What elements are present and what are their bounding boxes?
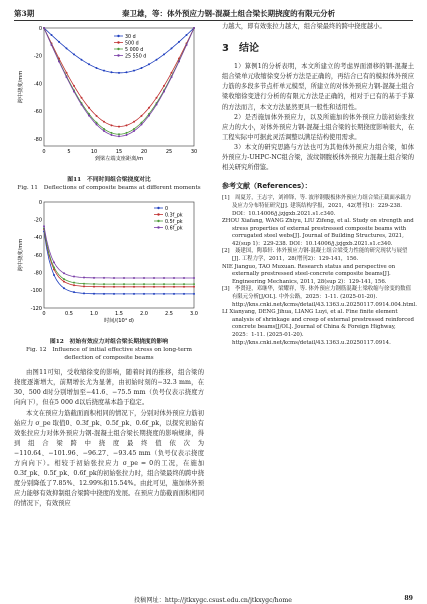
fig12-data-point (103, 293, 105, 295)
fig11-data-point (163, 53, 165, 55)
fig12-data-point (123, 277, 125, 279)
fig12-data-point (173, 277, 175, 279)
fig11-data-point (141, 67, 143, 69)
fig11-xtick-label: 30 (190, 149, 198, 155)
fig12-legend-marker (157, 226, 159, 228)
fig11-data-point (118, 135, 120, 137)
fig11-ytick-label: 0 (38, 25, 42, 32)
fig11-xtick-label: 15 (115, 149, 123, 155)
fig11-data-point (51, 44, 53, 46)
fig12-data-point (63, 278, 65, 280)
fig12-data-point (143, 283, 145, 285)
fig11-data-point (133, 128, 135, 130)
reference-1 (222, 195, 414, 248)
fig12-data-point (163, 286, 165, 288)
fig12-data-point (123, 286, 125, 288)
fig11-ytick-label: -40 (33, 81, 42, 88)
conclusion-1: 1）算例1的分析表明，本文所建立的考虑界面滑移的钢-混凝土组合梁单元收缩徐变分析方法是正确的，再结合已有的模拟体外预应力筋的多段多节点杆单元模型，所建立的对体外预应力钢-混凝土组合梁收缩徐变进行分析的有限元方法是正确的，相对于已有的基于手算的方法而言，本文方法显然更具一般性和适用性。 (222, 63, 414, 111)
fig11-data-point (141, 123, 143, 125)
fig12-xtick-label: 2.0 (140, 311, 148, 318)
fig11-data-point (171, 72, 173, 74)
fig12-legend-marker (157, 207, 159, 209)
fig12-legend-marker (157, 220, 159, 222)
fig12-ytick-label: -40 (33, 235, 42, 242)
fig12-x-axis-label: 时间/(10⁴ d) (104, 318, 134, 325)
fig12-data-point (63, 281, 65, 283)
reference-1-cn: [1] 周夏芳，王志宇，刘禅锋，等. 波形钢腹板体外预应力组合梁正截面承载力及应力分布特征研究[J]. 建筑结构学报，2021，42(增刊1)：229-238. DOI：10.14006/j.jzjgxb.2021.s1.c340. (222, 195, 411, 217)
fig12-data-point (123, 283, 125, 285)
fig11-data-point (126, 124, 128, 126)
fig12-series-line (44, 231, 194, 294)
conclusion-2: 2）是否施加体外预应力，以及所施加的体外预应力筋初始张拉应力的大小，对体外预应力钢-混凝土组合梁的长期挠度影响很大，在工程实际中可据此灵活调整以满足结构使用需求。 (222, 113, 414, 141)
fig11-data-point (156, 97, 158, 99)
fig12-data-point (53, 274, 55, 276)
fig11-x-axis-label: 到梁左端支座距离/m (94, 156, 144, 162)
fig12-data-point (113, 293, 115, 295)
fig11-ytick-label: -80 (33, 136, 42, 143)
fig11-ytick-label: -60 (33, 109, 42, 116)
fig11-data-point (171, 76, 173, 78)
reference-2-en: NIE Jianguo, TAO Muxuan. Research status and perspective on externally prestressed steel-concrete composite beams[J]. Engineering Mechanics, 2011, 28(sup 2)：129-141, 156. (222, 263, 396, 285)
fig12-y-axis-label: 跨中挠度/mm (18, 238, 24, 272)
fig12-data-point (123, 293, 125, 295)
fig11-data-point (66, 47, 68, 49)
fig11-xtick-label: 10 (90, 149, 98, 155)
fig11-legend-marker (117, 35, 119, 37)
fig11-data-point (118, 126, 120, 128)
reference-3-en: LI Xianyang, DENG Jihua, LIANG Luyi, et al. Fine finite element analysis of shrinkage and creep of external prestressed reinforced concrete beams[J/OL]. Journal of China & Foreign Highway, 2025：1-11. (2025-01-20). http://kns.cnki.net/kcms/detail/43.1363.u.20250117.0914. (222, 309, 414, 346)
fig12-data-point (93, 283, 95, 285)
paragraph-continued: 力越大，即有效张拉力越大，组合梁最终的跨中挠度越小。 (222, 23, 386, 30)
fig11-data-point (163, 91, 165, 93)
figure-12-caption-en-1: Fig. 12 Influence of initial effective stress on long-term (25, 347, 193, 354)
fig12-data-point (183, 293, 185, 295)
fig11-legend-marker (117, 48, 119, 50)
fig11-series-line (44, 28, 194, 134)
figure-12-chart (14, 196, 204, 334)
fig12-data-point (133, 277, 135, 279)
issue-label: 第3期 (14, 9, 35, 18)
fig12-data-point (193, 283, 195, 285)
fig12-data-point (183, 286, 185, 288)
fig12-xtick-label: 1.5 (115, 311, 123, 318)
fig12-data-point (133, 293, 135, 295)
paragraph-fig12-discussion: 本文在预应力筋截面面积相同的情况下，分别对体外预应力筋初始应力 σ_pe 取值0、0.3f_pk、0.5f_pk、0.6f_pk，以探究初始有效张拉应力对体外预应力钢-混凝土组合梁长期挠度的影响规律，得到组合梁跨中挠度最终值依次为−110.64、−101.96、−96.27、−93.45 mm（负号仅表示挠度方向向下）。相较于初始张拉应力 σ_pe = 0的工况，在施加0.3f_pk、0.5f_pk、0.6f_pk的初始张拉力时，组合梁最终的跨中挠度分别降低了7.85%、12.99%和15.54%。由此可见，施加体外预应力能够有效抑制组合梁跨中挠度的发展。在预应力筋截面面积相同的情况下，有效预应 (14, 409, 204, 508)
fig11-data-point (103, 70, 105, 72)
fig12-data-point (143, 286, 145, 288)
fig12-xtick-label: 1.0 (90, 311, 98, 318)
fig11-y-axis-label: 跨中挠度/mm (18, 70, 24, 104)
fig12-xtick-label: 0.5 (65, 311, 73, 318)
fig12-data-point (153, 286, 155, 288)
figure-12-caption-cn: 图12 初始有效应力对组合梁长期挠度的影响 (49, 339, 169, 346)
fig12-data-point (83, 292, 85, 294)
fig12-ytick-label: -120 (30, 305, 42, 312)
fig12-ytick-label: -60 (33, 252, 42, 259)
fig11-data-point (103, 121, 105, 123)
fig11-data-point (73, 85, 75, 87)
fig12-data-point (83, 283, 85, 285)
fig11-data-point (88, 63, 90, 65)
fig12-xtick-label: 0 (42, 311, 46, 318)
fig11-data-point (103, 130, 105, 132)
fig12-data-point (73, 282, 75, 284)
fig11-legend-label: 5 000 d (125, 47, 144, 53)
fig12-data-point (43, 225, 45, 227)
fig11-plot-frame (44, 28, 194, 146)
fig11-data-point (103, 128, 105, 130)
reference-2 (222, 248, 414, 286)
fig12-data-point (73, 284, 75, 286)
running-title: 秦卫雄，等：体外预应力钢-混凝土组合梁长期挠度的有限元分析 (122, 9, 336, 18)
section-heading-conclusion: 3 结论 (222, 43, 259, 55)
fig12-data-point (73, 291, 75, 293)
fig12-data-point (93, 286, 95, 288)
fig11-xtick-label: 5 (67, 149, 71, 155)
figure-11-chart (14, 22, 204, 172)
fig12-data-point (193, 293, 195, 295)
fig11-data-point (88, 115, 90, 117)
fig12-xtick-label: 2.5 (165, 311, 173, 318)
fig11-data-point (43, 27, 45, 29)
fig11-data-point (118, 72, 120, 74)
fig11-data-point (111, 132, 113, 134)
fig12-data-point (63, 287, 65, 289)
fig11-data-point (148, 63, 150, 65)
fig11-data-point (73, 91, 75, 93)
fig11-series-line (44, 28, 194, 73)
fig12-data-point (113, 277, 115, 279)
left-column (14, 22, 204, 510)
fig11-data-point (186, 44, 188, 46)
fig11-data-point (126, 134, 128, 136)
fig11-legend-label: 500 d (125, 41, 139, 47)
figure-11-caption-cn: 图11 不同时间组合梁挠度对比 (67, 177, 151, 184)
fig11-data-point (178, 60, 180, 62)
fig12-data-point (93, 277, 95, 279)
fig12-legend-label: 0 (165, 206, 169, 212)
fig11-data-point (186, 34, 188, 36)
fig11-data-point (96, 123, 98, 125)
fig12-data-point (183, 283, 185, 285)
fig12-ytick-label: -20 (33, 217, 42, 224)
fig11-xtick-label: 0 (42, 149, 46, 155)
fig12-data-point (173, 283, 175, 285)
reference-3 (222, 286, 417, 347)
fig11-data-point (96, 115, 98, 117)
fig12-data-point (113, 283, 115, 285)
fig11-data-point (178, 41, 180, 43)
conclusion-3: 3）本文的研究思路与方法也可为其他体外预应力组合梁，如体外预应力-UHPC-NC组合梁，波纹钢腹板体外预应力混凝土组合梁的相关研究所借鉴。 (222, 143, 414, 172)
fig12-ytick-label: 0 (38, 199, 42, 206)
fig11-data-point (133, 70, 135, 72)
fig11-data-point (111, 71, 113, 73)
fig11-data-point (163, 85, 165, 87)
fig11-data-point (118, 133, 120, 135)
fig12-data-point (73, 276, 75, 278)
fig12-legend-label: 0.3f_pk (165, 213, 183, 219)
fig11-legend-marker (117, 54, 119, 56)
fig11-data-point (148, 115, 150, 117)
fig11-xtick-label: 20 (140, 149, 148, 155)
page-header (14, 6, 413, 21)
fig11-data-point (156, 104, 158, 106)
fig12-ytick-label: -100 (30, 288, 42, 295)
fig12-legend-label: 0.6f_pk (165, 226, 183, 232)
fig11-data-point (148, 107, 150, 109)
fig11-data-point (133, 130, 135, 132)
fig11-data-point (126, 71, 128, 73)
fig11-legend-label: 30 d (125, 34, 136, 40)
fig11-data-point (141, 115, 143, 117)
fig12-data-point (163, 293, 165, 295)
fig11-data-point (66, 76, 68, 78)
submission-url: 投稿网址：http://jtkxygc.csust.edu.cn/jtkxygc/home (134, 597, 292, 604)
paragraph-fig11-discussion: 由图11可知，受收缩徐变的影响，随着时间的推移，组合梁的挠度逐渐增大，前期增长尤为显著，由初始时刻的−32.3 mm，在30、500 d时分别增加至−41.6、−75.5 mm（负号仅表示挠度方向向下），但在5 000 d以后挠度基本趋于稳定。 (14, 369, 204, 407)
fig12-data-point (193, 277, 195, 279)
fig11-legend-marker (117, 41, 119, 43)
fig12-data-point (153, 277, 155, 279)
reference-3-cn: [3] 李贤迎，邓继华，梁耀祥，等. 体外预应力钢筋混凝土梁收缩与徐变的数值有限元分析[J/OL]. 中外公路，2025：1-11. (2025-01-20). http://kns.cnki.net/kcms/detail/43.1363.u.20250117.0914.004.html. (222, 286, 417, 308)
fig11-data-point (66, 72, 68, 74)
fig12-legend-label: 0.5f_pk (165, 219, 183, 225)
fig12-data-point (153, 283, 155, 285)
fig12-data-point (143, 293, 145, 295)
fig11-data-point (88, 107, 90, 109)
fig12-series-line (44, 228, 194, 284)
fig12-data-point (153, 293, 155, 295)
fig12-data-point (103, 277, 105, 279)
fig11-data-point (171, 47, 173, 49)
reference-2-cn: [2] 聂建国，陶慕轩. 体外预应力钢-混凝土组合梁受力性能的研究现状与展望[J]. 工程力学，2011，28(增刊2)：129-141，156. (222, 248, 408, 263)
page-number: 89 (404, 595, 413, 602)
fig12-data-point (133, 286, 135, 288)
fig11-data-point (81, 104, 83, 106)
fig12-data-point (53, 262, 55, 264)
fig11-data-point (58, 60, 60, 62)
fig11-data-point (81, 97, 83, 99)
reference-1-en: ZHOU Xiafang, WANG Zhiyu, LIU Zifeng, et al. Study on strength and stress properties of external prestressed composite beams with corrugated steel webs[J]. Journal of Building Structures, 2021, 42(sup 1)：229-238. DOI：10.14006/j.jzjgxb.2021.s1.c340. (222, 218, 414, 247)
fig12-data-point (113, 286, 115, 288)
fig11-legend-label: 25 550 d (125, 54, 147, 60)
fig12-data-point (93, 293, 95, 295)
fig12-xtick-label: 3.0 (190, 311, 198, 318)
fig12-series-line (44, 226, 194, 278)
fig12-data-point (183, 277, 185, 279)
fig11-data-point (111, 124, 113, 126)
fig12-legend-marker (157, 213, 159, 215)
fig12-data-point (173, 286, 175, 288)
fig11-ytick-label: -20 (33, 53, 42, 60)
fig12-data-point (143, 277, 145, 279)
fig11-data-point (81, 59, 83, 61)
fig12-ytick-label: -80 (33, 270, 42, 277)
fig11-data-point (133, 121, 135, 123)
fig12-data-point (163, 283, 165, 285)
fig11-data-point (156, 59, 158, 61)
fig11-data-point (73, 53, 75, 55)
fig12-data-point (53, 266, 55, 268)
figure-11-caption-en: Fig. 11 Deflections of composite beams at different moments (17, 185, 201, 192)
fig11-xtick-label: 25 (165, 149, 173, 155)
figure-12-caption-en-2: deflection of composite beams (64, 355, 154, 362)
fig12-data-point (103, 283, 105, 285)
fig12-data-point (133, 283, 135, 285)
references-heading: 参考文献（References）： (222, 182, 312, 191)
fig11-series-line (44, 28, 194, 136)
fig12-data-point (193, 286, 195, 288)
fig11-data-point (111, 134, 113, 136)
fig11-data-point (126, 132, 128, 134)
fig12-data-point (63, 272, 65, 274)
fig11-data-point (96, 67, 98, 69)
fig11-data-point (51, 34, 53, 36)
fig12-data-point (163, 277, 165, 279)
right-column (222, 22, 417, 347)
fig11-data-point (58, 41, 60, 43)
fig12-data-point (83, 277, 85, 279)
fig12-data-point (83, 285, 85, 287)
fig12-data-point (173, 293, 175, 295)
fig12-data-point (103, 286, 105, 288)
fig11-data-point (193, 27, 195, 29)
